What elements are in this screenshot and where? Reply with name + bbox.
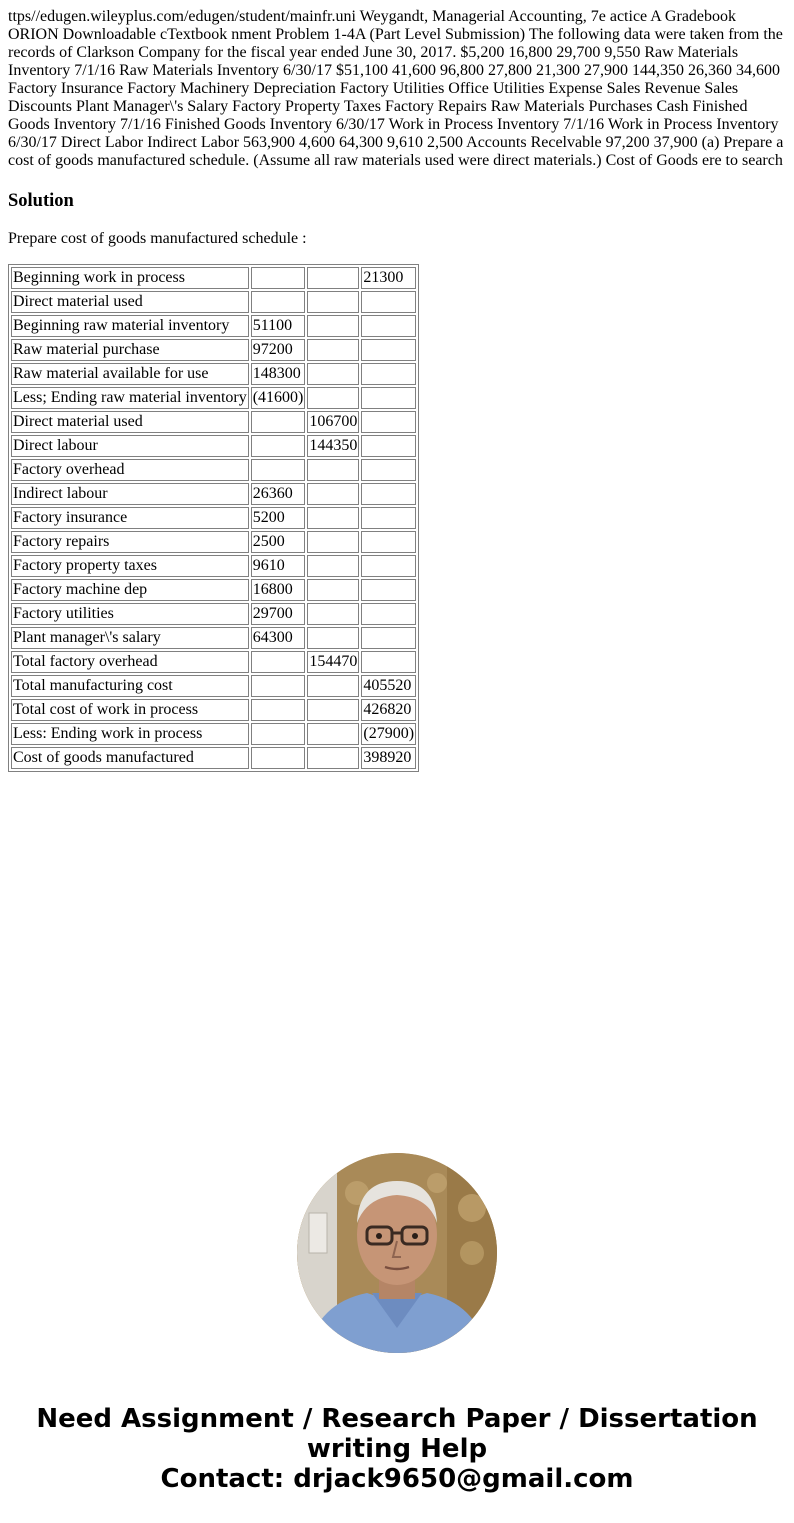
amount-cell-col3: [361, 291, 416, 313]
amount-cell-col1: 64300: [251, 627, 306, 649]
row-label-cell: Factory property taxes: [11, 555, 249, 577]
table-row: [11, 555, 416, 577]
amount-cell-col3: [361, 579, 416, 601]
amount-cell-col2: [307, 531, 359, 553]
table-row: [11, 291, 416, 313]
amount-cell-col2: [307, 723, 359, 745]
row-label-cell: Direct labour: [11, 435, 249, 457]
row-label-cell: Total cost of work in process: [11, 699, 249, 721]
amount-cell-col3: [361, 603, 416, 625]
table-row: [11, 315, 416, 337]
amount-cell-col2: [307, 603, 359, 625]
table-row: [11, 483, 416, 505]
table-row: [11, 651, 416, 673]
amount-cell-col1: [251, 291, 306, 313]
cogm-schedule-table: [8, 264, 419, 772]
table-row: [11, 363, 416, 385]
amount-cell-col2: [307, 747, 359, 769]
table-row: [11, 339, 416, 361]
row-label-cell: Cost of goods manufactured: [11, 747, 249, 769]
amount-cell-col2: [307, 699, 359, 721]
amount-cell-col1: (41600): [251, 387, 306, 409]
row-label-cell: Total factory overhead: [11, 651, 249, 673]
row-label-cell: Raw material available for use: [11, 363, 249, 385]
amount-cell-col3: [361, 651, 416, 673]
amount-cell-col2: [307, 555, 359, 577]
amount-cell-col1: 51100: [251, 315, 306, 337]
table-row: [11, 459, 416, 481]
table-row: [11, 579, 416, 601]
amount-cell-col2: [307, 579, 359, 601]
row-label-cell: Factory insurance: [11, 507, 249, 529]
amount-cell-col1: [251, 411, 306, 433]
amount-cell-col1: 16800: [251, 579, 306, 601]
row-label-cell: Raw material purchase: [11, 339, 249, 361]
table-row: [11, 699, 416, 721]
promo-contact-line: Contact: drjack9650@gmail.com: [160, 1464, 634, 1494]
amount-cell-col2: [307, 627, 359, 649]
row-label-cell: Factory utilities: [11, 603, 249, 625]
row-label-cell: Factory repairs: [11, 531, 249, 553]
amount-cell-col1: [251, 651, 306, 673]
table-row: [11, 747, 416, 769]
amount-cell-col2: [307, 459, 359, 481]
row-label-cell: Plant manager\'s salary: [11, 627, 249, 649]
table-row: [11, 267, 416, 289]
table-row: [11, 507, 416, 529]
amount-cell-col2: [307, 267, 359, 289]
promo-line-2: writing Help: [306, 1434, 488, 1464]
amount-cell-col3: [361, 459, 416, 481]
amount-cell-col2: [307, 291, 359, 313]
question-text: ttps//edugen.wileyplus.com/edugen/student/mainfr.uni Weygandt, Managerial Accounting, 7e actice A Gradebook ORION Downloadable cTextbook nment Problem 1-4A (Part Level Submission) The following data were taken from the records of Clarkson Company for the fiscal year ended June 30, 2017. $5,200 16,800 29,700 9,550 Raw Materials Inventory 7/1/16 Raw Materials Inventory 6/30/17 $51,100 41,600 96,800 27,800 21,300 27,900 144,350 26,360 34,600 Factory Insurance Factory Machinery Depreciation Factory Utilities Office Utilities Expense Sales Revenue Sales Discounts Plant Manager\'s Salary Factory Property Taxes Factory Repairs Raw Materials Purchases Cash Finished Goods Inventory 7/1/16 Finished Goods Inventory 6/30/17 Work in Process Inventory 7/1/16 Work in Process Inventory 6/30/17 Direct Labor Indirect Labor 563,900 4,600 64,300 9,610 2,500 Accounts Recelvable 97,200 37,900 (a) Prepare a cost of goods manufactured schedule. (Assume all raw materials used were direct materials.) Cost of Goods ere to search: [8, 8, 784, 169]
promo-banner: [0, 1404, 794, 1494]
amount-cell-col2: [307, 387, 359, 409]
amount-cell-col1: 97200: [251, 339, 306, 361]
amount-cell-col1: 9610: [251, 555, 306, 577]
table-row: [11, 387, 416, 409]
row-label-cell: Factory overhead: [11, 459, 249, 481]
amount-cell-col3: [361, 483, 416, 505]
amount-cell-col3: [361, 507, 416, 529]
amount-cell-col3: 398920: [361, 747, 416, 769]
row-label-cell: Beginning raw material inventory: [11, 315, 249, 337]
amount-cell-col3: [361, 435, 416, 457]
table-row: [11, 675, 416, 697]
amount-cell-col1: [251, 435, 306, 457]
row-label-cell: Direct material used: [11, 411, 249, 433]
row-label-cell: Direct material used: [11, 291, 249, 313]
amount-cell-col3: 405520: [361, 675, 416, 697]
table-row: [11, 627, 416, 649]
amount-cell-col2: [307, 363, 359, 385]
amount-cell-col3: [361, 531, 416, 553]
amount-cell-col2: [307, 315, 359, 337]
amount-cell-col1: [251, 675, 306, 697]
amount-cell-col2: [307, 507, 359, 529]
amount-cell-col2: [307, 483, 359, 505]
amount-cell-col2: [307, 675, 359, 697]
solution-heading: Solution: [8, 191, 74, 211]
author-avatar: [297, 1153, 497, 1353]
amount-cell-col1: 5200: [251, 507, 306, 529]
row-label-cell: Beginning work in process: [11, 267, 249, 289]
amount-cell-col2: 154470: [307, 651, 359, 673]
amount-cell-col2: [307, 339, 359, 361]
amount-cell-col3: [361, 627, 416, 649]
table-row: [11, 603, 416, 625]
amount-cell-col3: [361, 339, 416, 361]
amount-cell-col3: [361, 315, 416, 337]
row-label-cell: Indirect labour: [11, 483, 249, 505]
row-label-cell: Less: Ending work in process: [11, 723, 249, 745]
amount-cell-col3: [361, 363, 416, 385]
amount-cell-col1: 29700: [251, 603, 306, 625]
amount-cell-col3: 21300: [361, 267, 416, 289]
amount-cell-col1: 148300: [251, 363, 306, 385]
row-label-cell: Total manufacturing cost: [11, 675, 249, 697]
solution-intro: Prepare cost of goods manufactured schedule :: [8, 230, 307, 247]
amount-cell-col1: [251, 747, 306, 769]
table-row: [11, 723, 416, 745]
amount-cell-col3: [361, 387, 416, 409]
amount-cell-col3: [361, 411, 416, 433]
promo-line-1: Need Assignment / Research Paper / Dissertation: [36, 1404, 758, 1434]
amount-cell-col1: [251, 267, 306, 289]
amount-cell-col3: 426820: [361, 699, 416, 721]
amount-cell-col2: 144350: [307, 435, 359, 457]
amount-cell-col2: 106700: [307, 411, 359, 433]
row-label-cell: Factory machine dep: [11, 579, 249, 601]
amount-cell-col1: [251, 723, 306, 745]
amount-cell-col1: 2500: [251, 531, 306, 553]
table-row: [11, 411, 416, 433]
schedule-body: [11, 267, 416, 769]
amount-cell-col3: (27900): [361, 723, 416, 745]
amount-cell-col1: [251, 459, 306, 481]
amount-cell-col1: [251, 699, 306, 721]
row-label-cell: Less; Ending raw material inventory: [11, 387, 249, 409]
table-row: [11, 435, 416, 457]
amount-cell-col3: [361, 555, 416, 577]
table-row: [11, 531, 416, 553]
author-portrait-image: [297, 1153, 497, 1353]
amount-cell-col1: 26360: [251, 483, 306, 505]
